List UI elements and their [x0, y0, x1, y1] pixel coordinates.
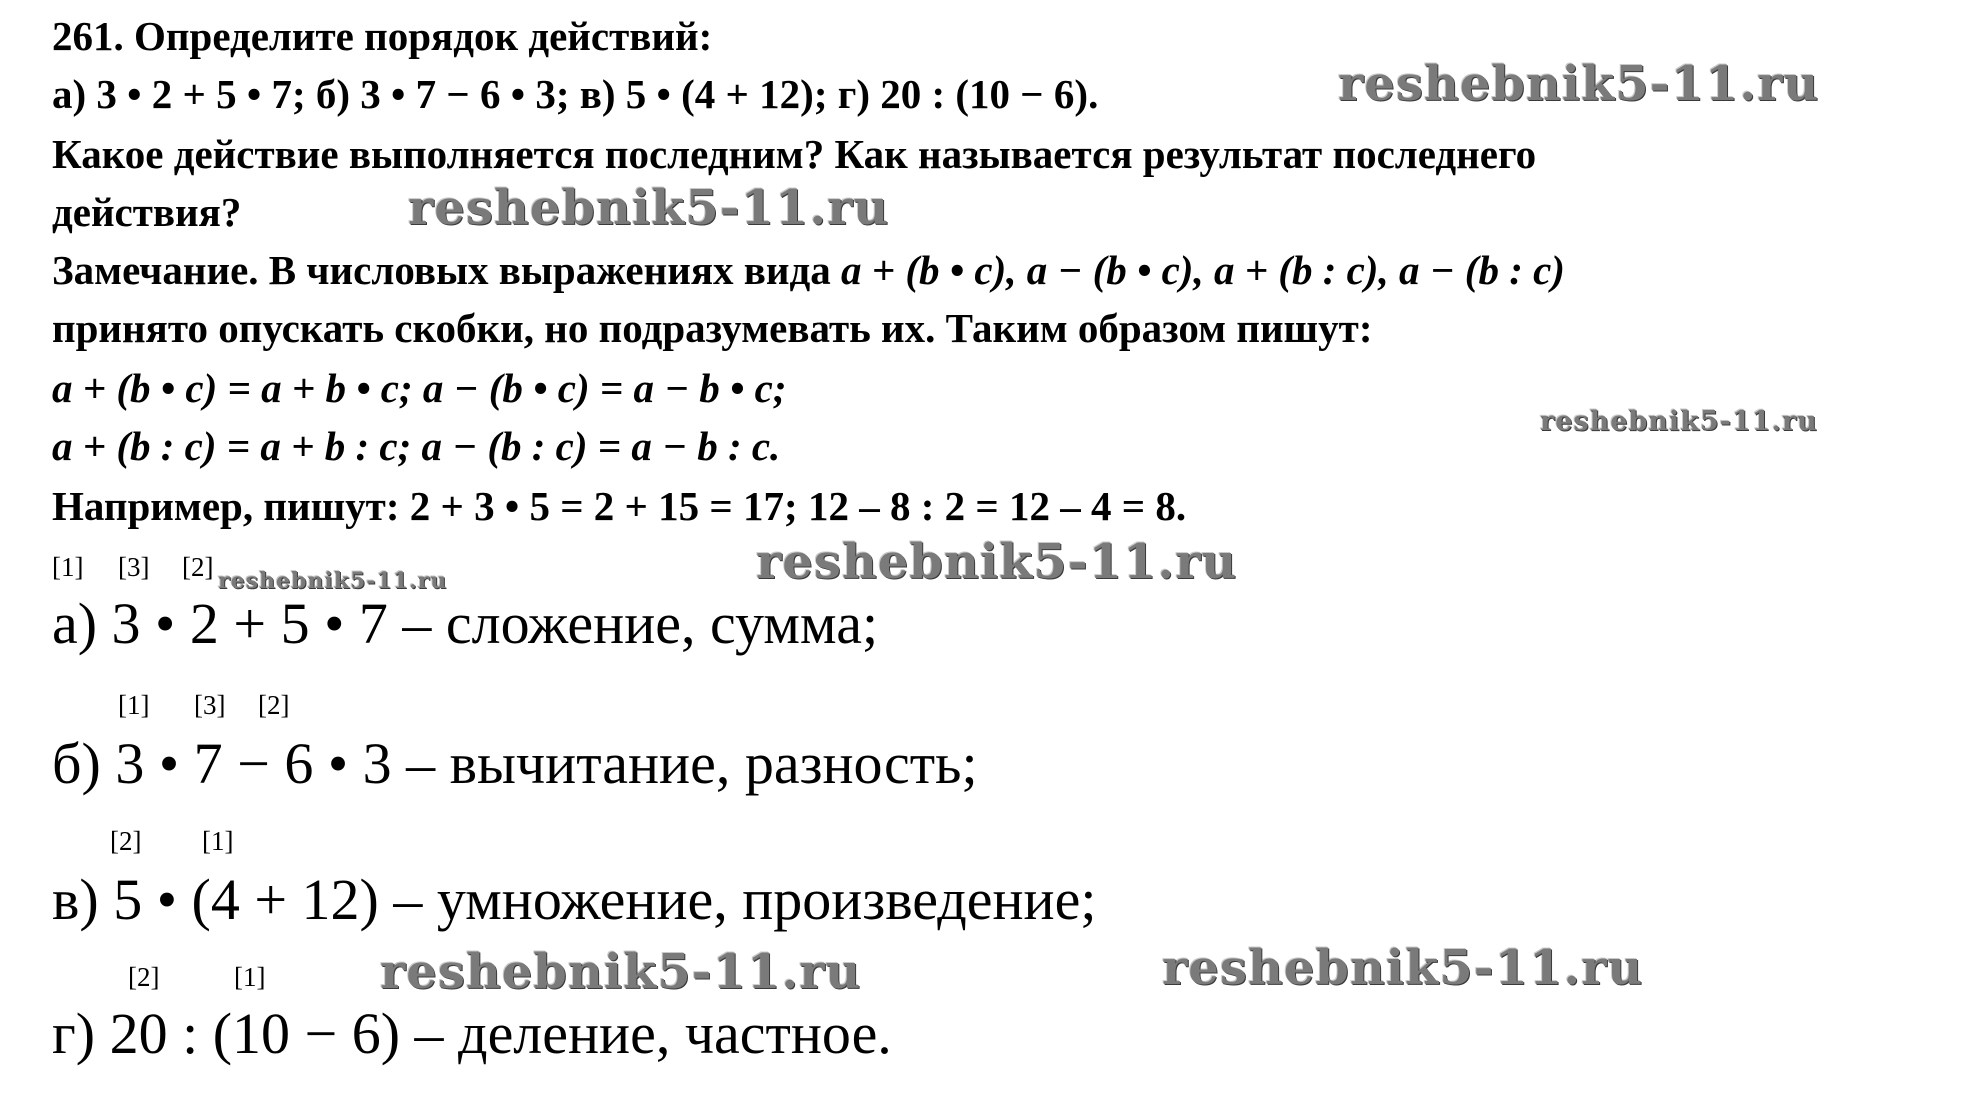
watermark: reshebnik5-11.ru: [1162, 940, 1644, 996]
remark-line-2: принято опускать скобки, но подразумевать их. Таким образом пишут:: [52, 305, 1373, 351]
task-expressions: а) 3 • 2 + 5 • 7; б) 3 • 7 − 6 • 3; в) 5 • (4 + 12); г) 20 : (10 − 6).: [52, 71, 1099, 117]
rule-line-2: [52, 422, 780, 470]
answer-a: а) 3 • 2 + 5 • 7 – сложение, сумма;: [52, 591, 879, 656]
order-index: [3]: [194, 690, 226, 720]
order-index: [1]: [202, 826, 234, 856]
rule-line-1: [52, 364, 787, 412]
watermark: reshebnik5-11.ru: [408, 180, 890, 236]
order-index: [2]: [128, 962, 160, 992]
watermark: reshebnik5-11.ru: [1540, 406, 1818, 437]
order-index: [2]: [182, 552, 214, 582]
watermark: reshebnik5-11.ru: [380, 944, 862, 1000]
answer-d: г) 20 : (10 − 6) – деление, частное.: [52, 1001, 892, 1066]
answer-c: в) 5 • (4 + 12) – умножение, произведение;: [52, 867, 1097, 932]
task-title: 261. Определите порядок действий:: [52, 13, 713, 59]
example-line: Например, пишут: 2 + 3 • 5 = 2 + 15 = 17; 12 – 8 : 2 = 12 – 4 = 8.: [52, 483, 1187, 529]
watermark: reshebnik5-11.ru: [756, 534, 1238, 590]
rule-1: a + (b • c) = a + b • c; a − (b • c) = a − b • c;: [52, 365, 787, 411]
watermark: reshebnik5-11.ru: [1338, 56, 1820, 112]
order-index: [1]: [52, 552, 84, 582]
order-index: [2]: [258, 690, 290, 720]
task-question-line-1: Какое действие выполняется последним? Как называется результат последнего: [52, 131, 1537, 177]
task-question-line-2: действия?: [52, 189, 242, 235]
answer-b: б) 3 • 7 − 6 • 3 – вычитание, разность;: [52, 731, 978, 796]
order-index: [2]: [110, 826, 142, 856]
remark-line-1: [52, 246, 1565, 294]
order-index: [3]: [118, 552, 150, 582]
rule-2: a + (b : c) = a + b : c; a − (b : c) = a − b : c.: [52, 423, 781, 469]
watermark: reshebnik5-11.ru: [218, 568, 448, 594]
order-index: [1]: [234, 962, 266, 992]
order-index: [1]: [118, 690, 150, 720]
remark-forms: a + (b • c), a − (b • c), a + (b : c), a − (b : c): [841, 247, 1565, 293]
remark-prefix: Замечание. В числовых выражениях вида: [52, 247, 842, 293]
